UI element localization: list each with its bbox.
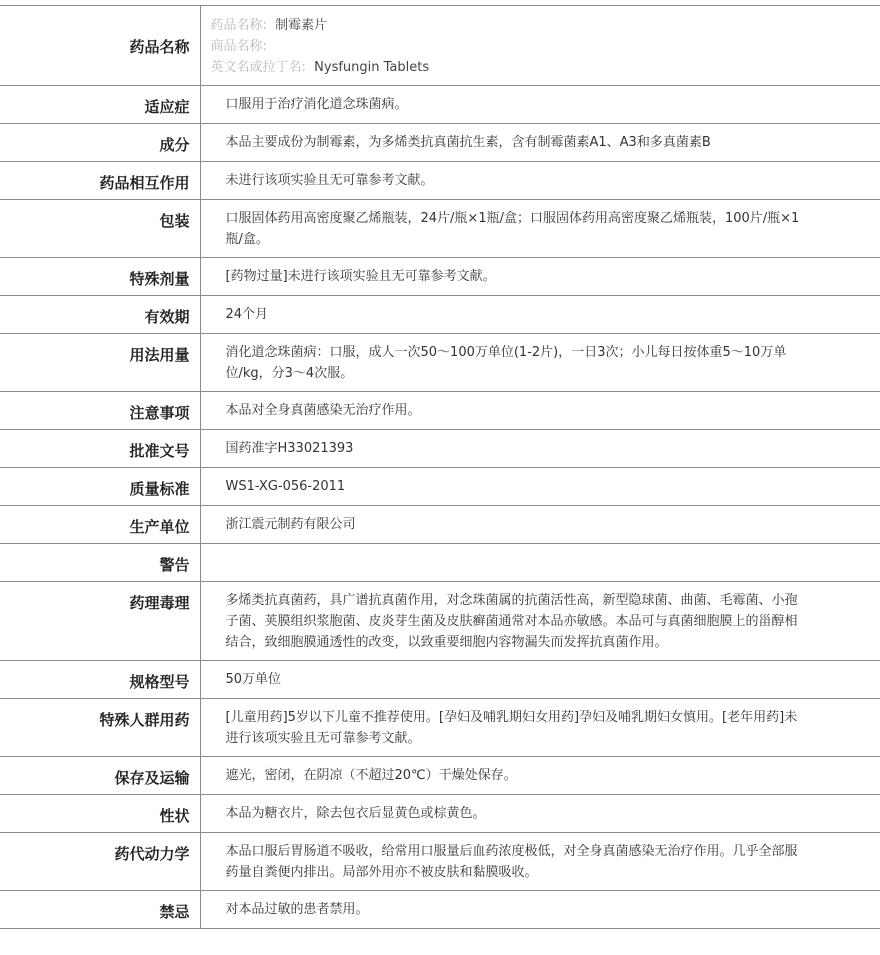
spec-label: 用法用量 (0, 334, 200, 392)
spec-label: 特殊剂量 (0, 258, 200, 296)
spec-row (0, 661, 880, 699)
spec-label: 药品名称 (0, 6, 200, 86)
spec-value: WS1-XG-056-2011 (200, 468, 880, 506)
generic-name-label: 药品名称: (210, 18, 267, 33)
spec-row (0, 506, 880, 544)
spec-label: 禁忌 (0, 891, 200, 929)
spec-value: [儿童用药]5岁以下儿童不推荐使用。[孕妇及哺乳期妇女用药]孕妇及哺乳期妇女慎用。[老年用药]未进行该项实验且无可靠参考文献。 (200, 699, 880, 757)
spec-value: 口服用于治疗消化道念珠菌病。 (200, 86, 880, 124)
spec-value: 对本品过敏的患者禁用。 (200, 891, 880, 929)
spec-value: 国药准字H33021393 (200, 430, 880, 468)
english-name-label: 英文名或拉丁名: (210, 60, 306, 75)
spec-row (0, 795, 880, 833)
spec-value: 浙江震元制药有限公司 (200, 506, 880, 544)
generic-name-value: 制霉素片 (275, 18, 328, 33)
spec-label: 规格型号 (0, 661, 200, 699)
drug-name-block (200, 6, 880, 86)
spec-row (0, 392, 880, 430)
spec-value: [药物过量]未进行该项实验且无可靠参考文献。 (200, 258, 880, 296)
spec-label: 特殊人群用药 (0, 699, 200, 757)
trade-name-label: 商品名称: (210, 39, 267, 54)
spec-row (0, 258, 880, 296)
spec-row (0, 468, 880, 506)
spec-row (0, 891, 880, 929)
spec-value: 本品主要成份为制霉素，为多烯类抗真菌抗生素，含有制霉菌素A1、A3和多真菌素B (200, 124, 880, 162)
drug-spec-table (0, 5, 880, 929)
spec-row (0, 200, 880, 258)
english-name-value: Nysfungin Tablets (314, 60, 430, 75)
spec-label: 适应症 (0, 86, 200, 124)
spec-value (200, 544, 880, 582)
spec-value: 多烯类抗真菌药，具广谱抗真菌作用，对念珠菌属的抗菌活性高，新型隐球菌、曲菌、毛霉菌、小孢子菌、荚膜组织浆胞菌、皮炎芽生菌及皮肤癣菌通常对本品亦敏感。本品可与真菌细胞膜上的甾醇相结合，致细胞膜通透性的改变，以致重要细胞内容物漏失而发挥抗真菌作用。 (200, 582, 880, 661)
spec-row (0, 86, 880, 124)
spec-label: 质量标准 (0, 468, 200, 506)
spec-label: 警告 (0, 544, 200, 582)
spec-label: 性状 (0, 795, 200, 833)
spec-row (0, 296, 880, 334)
spec-label: 保存及运输 (0, 757, 200, 795)
spec-value: 本品对全身真菌感染无治疗作用。 (200, 392, 880, 430)
spec-value: 未进行该项实验且无可靠参考文献。 (200, 162, 880, 200)
drug-spec-table-body (0, 6, 880, 929)
spec-value: 本品口服后胃肠道不吸收，给常用口服量后血药浓度极低，对全身真菌感染无治疗作用。几乎全部服药量自粪便内排出。局部外用亦不被皮肤和黏膜吸收。 (200, 833, 880, 891)
spec-row (0, 582, 880, 661)
spec-label: 生产单位 (0, 506, 200, 544)
spec-label: 成分 (0, 124, 200, 162)
spec-value: 遮光，密闭，在阴凉（不超过20℃）干燥处保存。 (200, 757, 880, 795)
spec-label: 药代动力学 (0, 833, 200, 891)
spec-value: 本品为糖衣片，除去包衣后显黄色或棕黄色。 (200, 795, 880, 833)
spec-row (0, 699, 880, 757)
spec-row (0, 544, 880, 582)
generic-name-line (211, 15, 801, 36)
spec-value: 50万单位 (200, 661, 880, 699)
trade-name-line (211, 36, 801, 57)
spec-row (0, 124, 880, 162)
spec-label: 有效期 (0, 296, 200, 334)
spec-label: 药理毒理 (0, 582, 200, 661)
spec-label: 药品相互作用 (0, 162, 200, 200)
spec-label: 包装 (0, 200, 200, 258)
english-name-line (211, 57, 801, 78)
spec-row (0, 833, 880, 891)
spec-row (0, 430, 880, 468)
spec-value: 24个月 (200, 296, 880, 334)
spec-value: 消化道念珠菌病：口服，成人一次50～100万单位(1-2片)，一日3次；小儿每日按体重5～10万单位/kg，分3～4次服。 (200, 334, 880, 392)
spec-row (0, 757, 880, 795)
spec-row (0, 162, 880, 200)
spec-label: 批准文号 (0, 430, 200, 468)
spec-label: 注意事项 (0, 392, 200, 430)
spec-value: 口服固体药用高密度聚乙烯瓶装，24片/瓶×1瓶/盒；口服固体药用高密度聚乙烯瓶装，100片/瓶×1瓶/盒。 (200, 200, 880, 258)
spec-row (0, 334, 880, 392)
spec-row-drug-name (0, 6, 880, 86)
